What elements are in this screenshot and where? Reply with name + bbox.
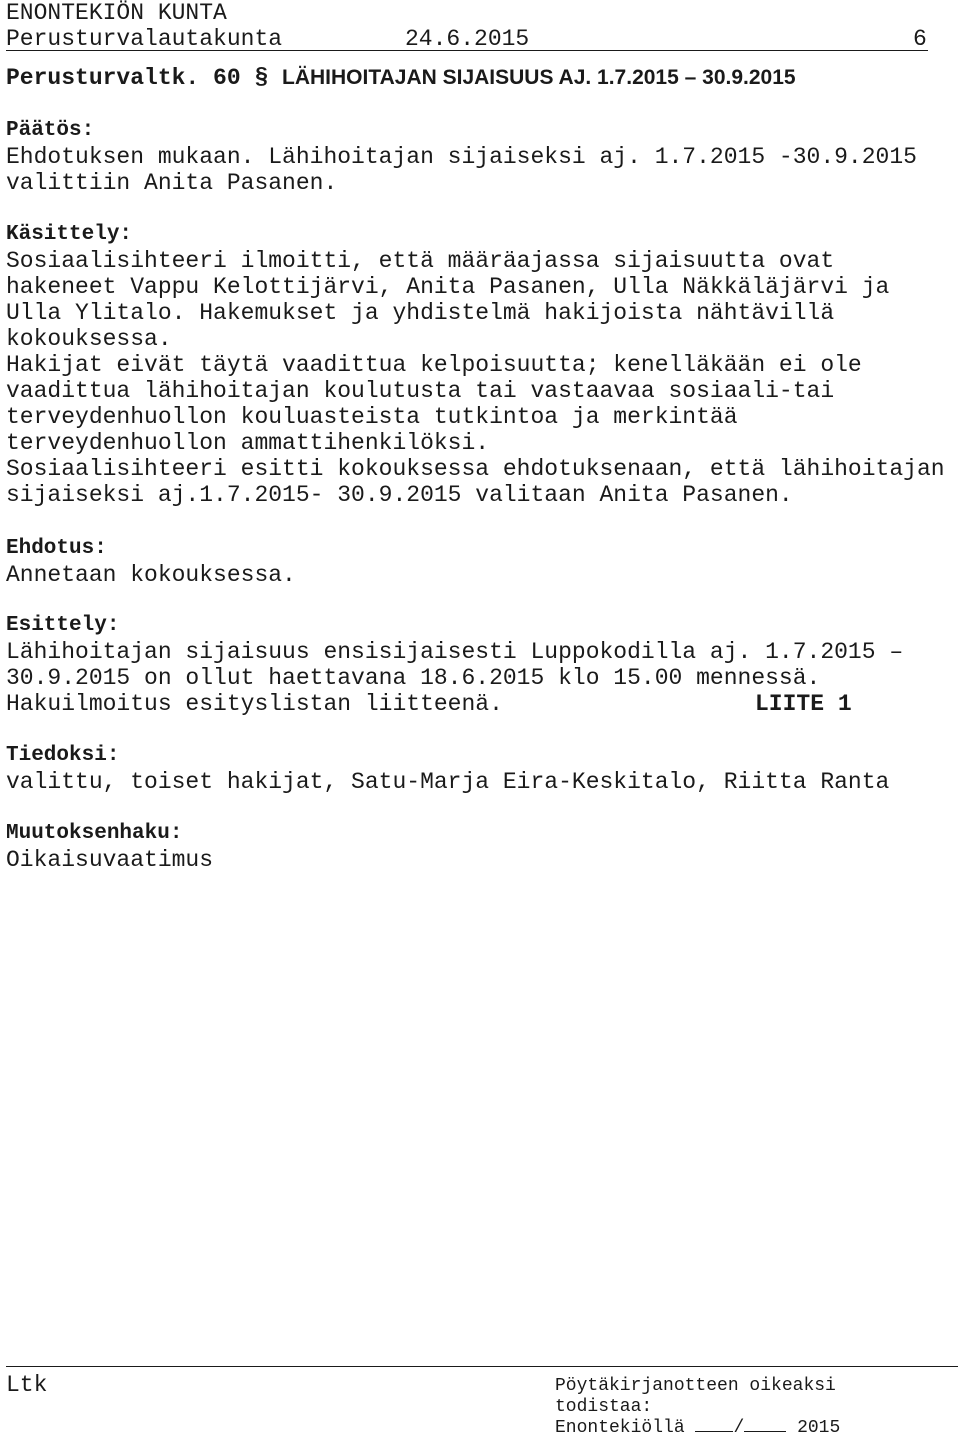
handling-line: sijaiseksi aj.1.7.2015- 30.9.2015 valitaan Anita Pasanen. xyxy=(6,482,793,508)
attachment-reference: LIITE 1 xyxy=(755,691,852,717)
footer-initials: Ltk xyxy=(6,1372,48,1398)
handling-line: Ulla Ylitalo. Hakemukset ja yhdistelmä hakijoista nähtävillä xyxy=(6,300,835,326)
handling-heading: Käsittely: xyxy=(6,223,133,246)
certification-place: Enontekiöllä xyxy=(555,1418,685,1438)
day-blank xyxy=(695,1415,733,1432)
certification-label: todistaa: xyxy=(555,1397,653,1417)
decision-line: valittiin Anita Pasanen. xyxy=(6,170,338,196)
header-rule xyxy=(6,50,928,51)
municipality-name: ENONTEKIÖN KUNTA xyxy=(6,0,227,26)
month-blank xyxy=(744,1415,786,1432)
notify-line: valittu, toiset hakijat, Satu-Marja Eira-Keskitalo, Riitta Ranta xyxy=(6,769,890,795)
proposal-line: Annetaan kokouksessa. xyxy=(6,562,296,588)
presentation-line: Hakuilmoitus esityslistan liitteenä. xyxy=(6,691,503,717)
handling-line: kokouksessa. xyxy=(6,326,172,352)
handling-line: Hakijat eivät täytä vaadittua kelpoisuutta; kenelläkään ei ole xyxy=(6,352,862,378)
handling-line: Sosiaalisihteeri ilmoitti, että määräajassa sijaisuutta ovat xyxy=(6,248,835,274)
presentation-line: Lähihoitajan sijaisuus ensisijaisesti Luppokodilla aj. 1.7.2015 – xyxy=(6,639,904,665)
decision-heading: Päätös: xyxy=(6,119,95,142)
handling-line: vaadittua lähihoitajan koulutusta tai vastaavaa sosiaali-tai xyxy=(6,378,835,404)
certification-text: Pöytäkirjanotteen oikeaksi xyxy=(555,1376,836,1396)
presentation-heading: Esittely: xyxy=(6,614,120,637)
section-number: Perusturvaltk. 60 § xyxy=(6,65,269,91)
decision-line: Ehdotuksen mukaan. Lähihoitajan sijaiseksi aj. 1.7.2015 -30.9.2015 xyxy=(6,144,917,170)
board-name: Perusturvalautakunta xyxy=(6,26,283,52)
page-number: 6 xyxy=(913,26,927,52)
handling-line: Sosiaalisihteeri esitti kokouksessa ehdotuksenaan, että lähihoitajan xyxy=(6,456,945,482)
handling-line: hakeneet Vappu Kelottijärvi, Anita Pasanen, Ulla Näkkäläjärvi ja xyxy=(6,274,890,300)
certification-year: 2015 xyxy=(797,1418,841,1438)
handling-line: terveydenhuollon ammattihenkilöksi. xyxy=(6,430,490,456)
appeal-heading: Muutoksenhaku: xyxy=(6,822,183,845)
footer-rule xyxy=(6,1366,958,1367)
certification-date-line xyxy=(555,1415,840,1439)
meeting-date: 24.6.2015 xyxy=(405,26,530,52)
proposal-heading: Ehdotus: xyxy=(6,537,107,560)
appeal-line: Oikaisuvaatimus xyxy=(6,847,214,873)
presentation-line: 30.9.2015 on ollut haettavana 18.6.2015 klo 15.00 mennessä. xyxy=(6,665,821,691)
notify-heading: Tiedoksi: xyxy=(6,744,120,767)
document-subject: LÄHIHOITAJAN SIJAISUUS AJ. 1.7.2015 – 30.9.2015 xyxy=(282,66,796,89)
handling-line: terveydenhuollon kouluasteista tutkintoa ja merkintää xyxy=(6,404,738,430)
date-separator: / xyxy=(733,1418,745,1438)
